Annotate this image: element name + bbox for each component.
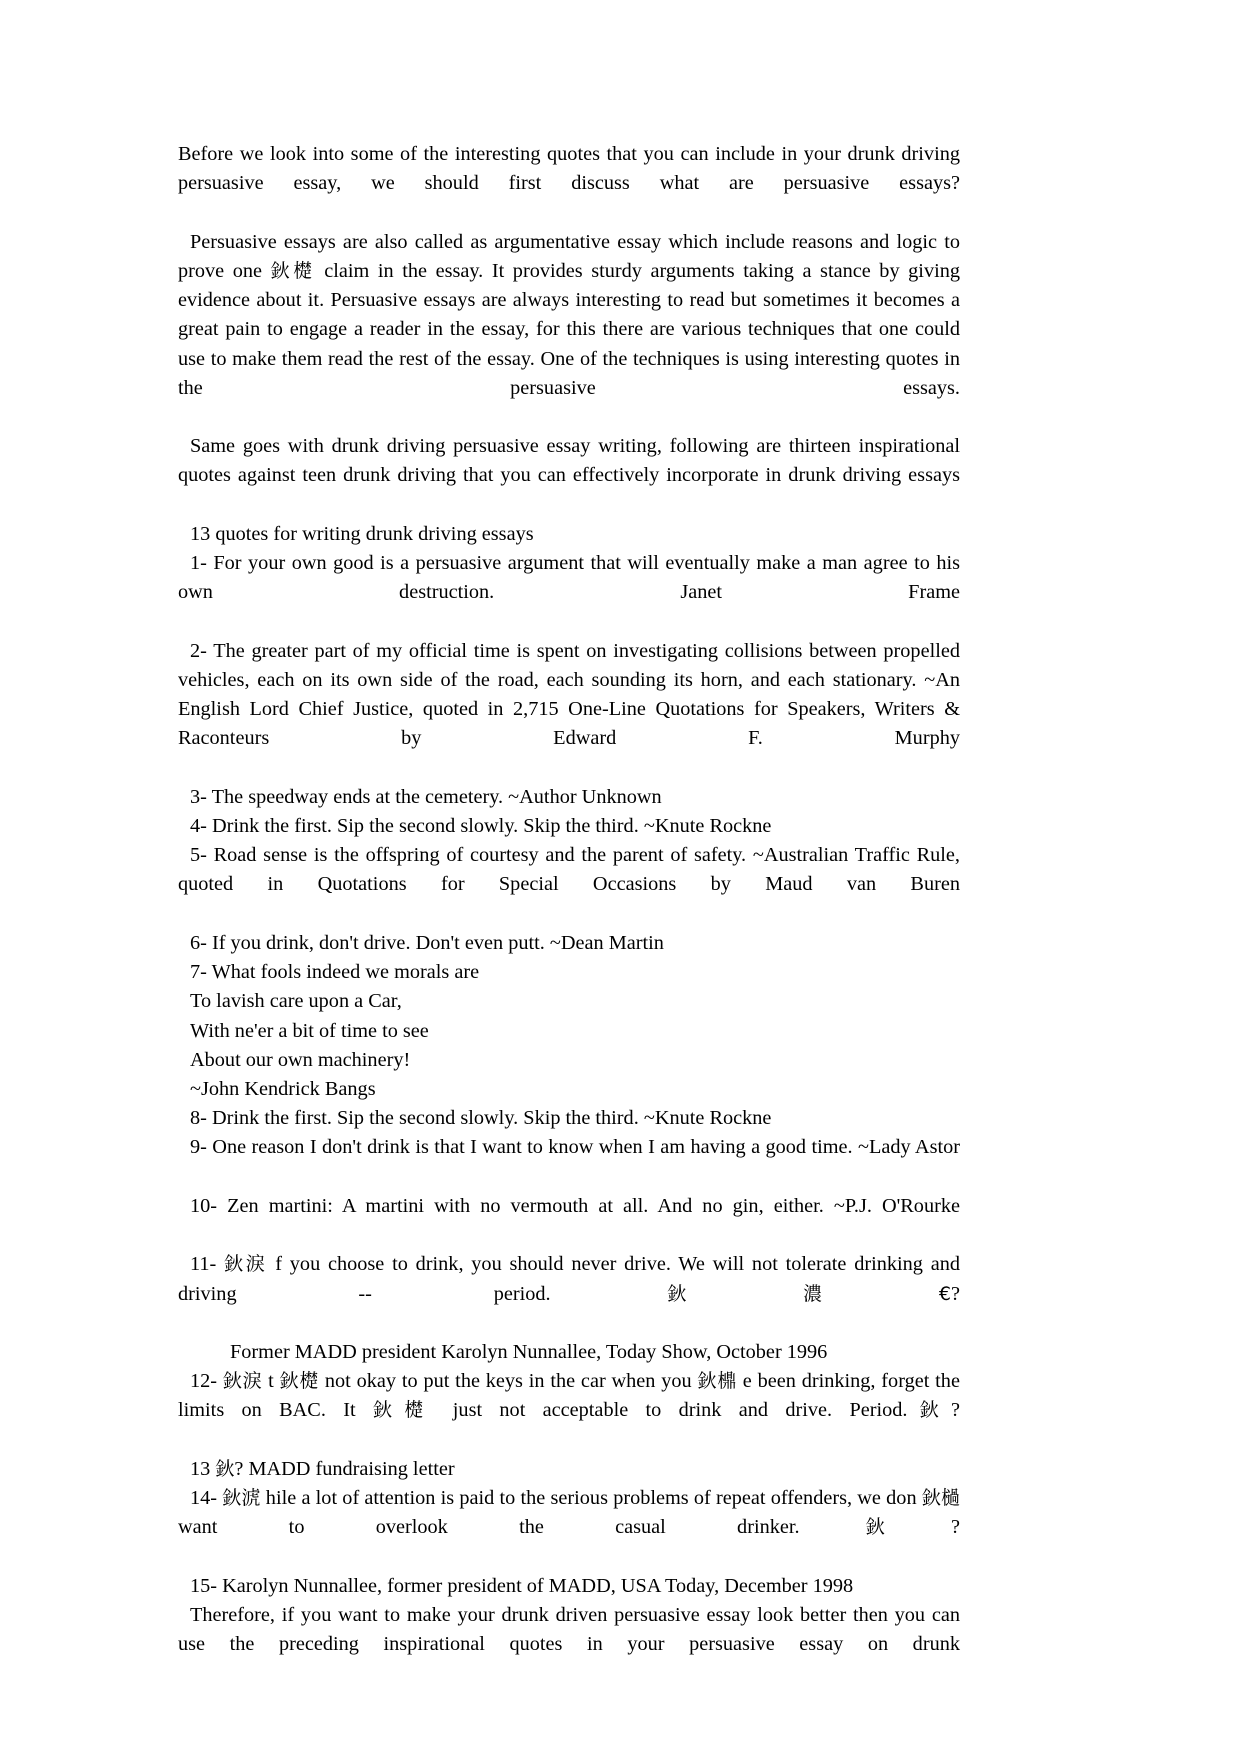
cjk-run: 鈥檚 — [372, 1399, 436, 1422]
paragraph-list-heading: 13 quotes for writing drunk driving essays — [190, 522, 534, 545]
cjk-run: 鈥 — [215, 1457, 235, 1480]
paragraph-quote-6: 6- If you drink, don't drive. Don't even putt. ~Dean Martin — [190, 931, 664, 954]
paragraph-quote-5: 5- Road sense is the offspring of courtesy and the parent of safety. ~Australian Traffic Rule, quoted in Quotations for Special Occasions by Maud van Buren — [178, 844, 960, 896]
paragraph-quote-2: 2- The greater part of my official time is spent on investigating collisions between propelled vehicles, each on its own side of the road, each sounding its horn, and each stationary. ~An English Lord Chief Justice, quoted in 2,715 One-Line Quotations for Speakers, Writers & Raconteurs by Edward F. Murphy — [178, 639, 960, 750]
cjk-run: 鈥檚 — [279, 1370, 320, 1393]
paragraph-quote-15: 15- Karolyn Nunnallee, former president of MADD, USA Today, December 1998 — [190, 1574, 854, 1597]
cjk-run: 鈥淲 — [222, 1487, 261, 1510]
cjk-run: 鈥濃€ — [550, 1282, 951, 1305]
paragraph-lead-in: Same goes with drunk driving persuasive essay writing, following are thirteen inspirational quotes against teen drunk driving that you can effectively incorporate in drunk driving essays — [178, 435, 960, 487]
cjk-run: 鈥檛 — [921, 1487, 960, 1510]
paragraph-closing: Therefore, if you want to make your drunk driven persuasive essay look better then you can use the preceding inspirational quotes in your persuasive essay on drunk — [178, 1603, 960, 1656]
paragraph-quote-8: 8- Drink the first. Sip the second slowly. Skip the third. ~Knute Rockne — [190, 1107, 772, 1130]
paragraph-quote-7-attribution: ~John Kendrick Bangs — [190, 1078, 376, 1100]
paragraph-quote-7-line-3: With ne'er a bit of time to see — [190, 1019, 429, 1042]
paragraph-quote-11: 11- 鈥淚 f you choose to drink, you should never drive. We will not tolerate drinking and driving -- period.鈥濃€? — [178, 1253, 960, 1305]
paragraph-intro: Before we look into some of the interesting quotes that you can include in your drunk driving persuasive essay, we should first discuss what are persuasive essays? — [178, 143, 960, 195]
paragraph-quote-11-attribution: Former MADD president Karolyn Nunnallee, Today Show, October 1996 — [230, 1340, 828, 1363]
cjk-run: 鈥檚 — [270, 259, 316, 282]
paragraph-quote-13: 13 鈥? MADD fundraising letter — [190, 1457, 455, 1480]
cjk-run: 鈥淚 — [222, 1370, 263, 1393]
cjk-run: 鈥 — [907, 1399, 951, 1422]
paragraph-quote-10: 10- Zen martini: A martini with no vermouth at all. And no gin, either. ~P.J. O'Rourke — [190, 1194, 960, 1217]
paragraph-quote-14: 14- 鈥淲 hile a lot of attention is paid to the serious problems of repeat offenders, we don 鈥檛 want to overlook the casual drinker.鈥? — [178, 1487, 960, 1539]
cjk-run: 鈥淚 — [224, 1253, 268, 1276]
cjk-run: 鈥 — [799, 1516, 951, 1539]
paragraph-quote-1: 1- For your own good is a persuasive argument that will eventually make a man agree to his own destruction. Janet Frame — [178, 552, 960, 604]
paragraph-quote-7-line-4: About our own machinery! — [190, 1048, 411, 1071]
paragraph-quote-9: 9- One reason I don't drink is that I want to know when I am having a good time. ~Lady Astor — [190, 1136, 960, 1159]
paragraph-quote-3: 3- The speedway ends at the cemetery. ~Author Unknown — [190, 785, 662, 808]
document-body — [178, 140, 960, 1689]
cjk-run: 鈥檙 — [697, 1370, 737, 1393]
paragraph-quote-4: 4- Drink the first. Sip the second slowly. Skip the third. ~Knute Rockne — [190, 815, 772, 838]
paragraph-quote-7: 7- What fools indeed we morals are — [190, 961, 480, 984]
paragraph-quote-7-line-2: To lavish care upon a Car, — [190, 990, 402, 1013]
paragraph-definition: Persuasive essays are also called as argumentative essay which include reasons and logic to prove one 鈥檚 claim in the essay. It provides sturdy arguments taking a stance by giving evidence about it. Persuasive essays are always interesting to read but sometimes it becomes a great pain to engage a reader in the essay, for this there are various techniques that one could use to make them read the rest of the essay. One of the techniques is using interesting quotes in the persuasive essays. — [178, 230, 960, 399]
paragraph-quote-12: 12- 鈥淚 t 鈥檚 not okay to put the keys in the car when you 鈥檙 e been drinking, forget the limits on BAC. It 鈥檚 just not acceptable to drink and drive. Period.鈥? — [178, 1370, 960, 1422]
